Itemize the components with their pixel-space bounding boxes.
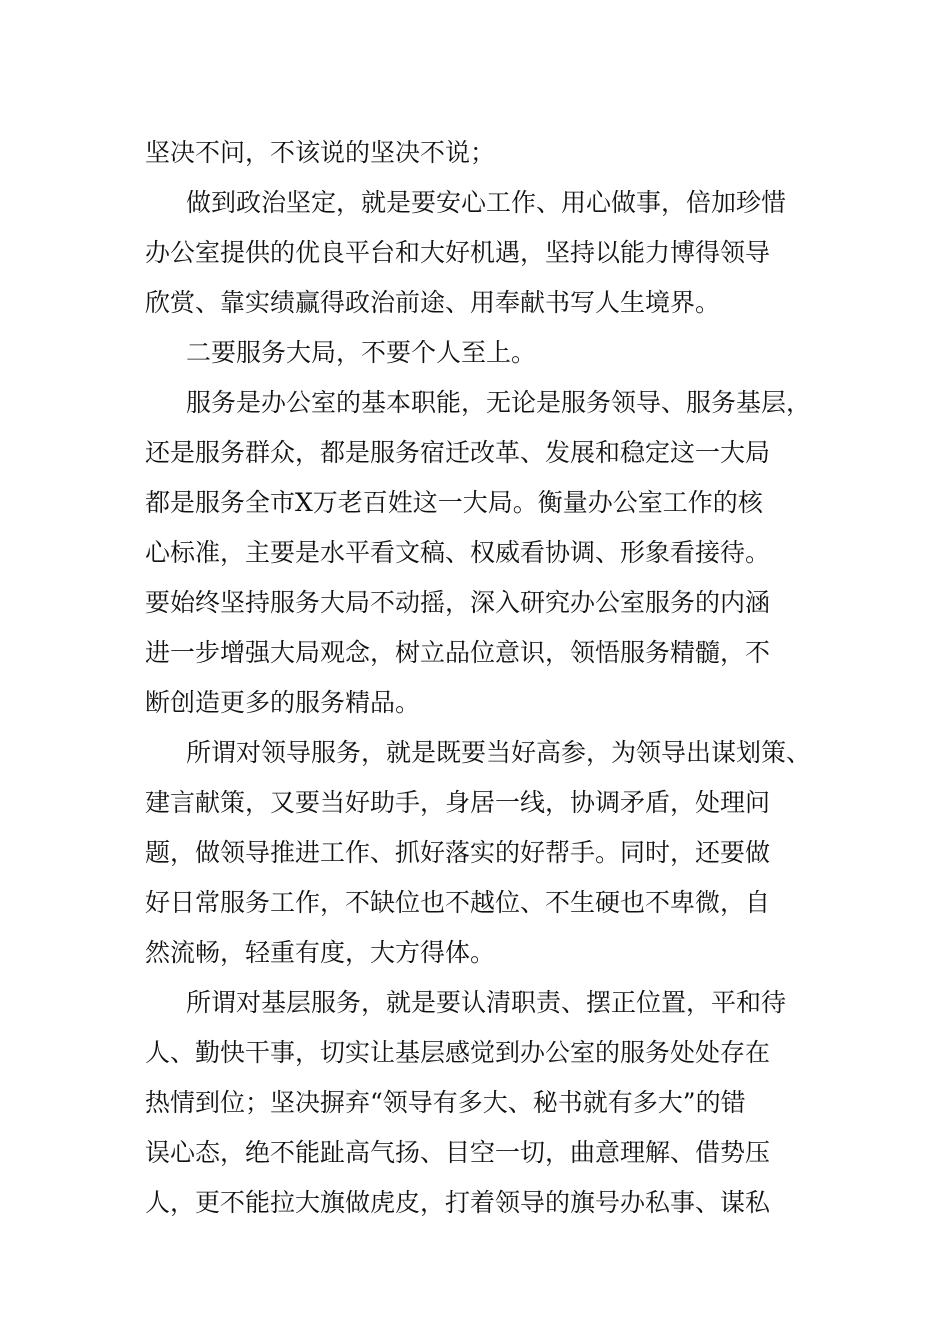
text-line: 建言献策，又要当好助手，身居一线，协调矛盾，处理问 — [145, 788, 771, 817]
document-body — [145, 128, 815, 1228]
text-line: 坚决不问，不该说的坚决不说； — [145, 138, 496, 167]
text-line: 都是服务全市X万老百姓这一大局。衡量办公室工作的核 — [145, 488, 763, 517]
text-line: 进一步增强大局观念，树立品位意识，领悟服务精髓，不 — [145, 638, 771, 667]
text-line: 误心态，绝不能趾高气扬、目空一切，曲意理解、借势压 — [145, 1138, 771, 1167]
text-line: 断创造更多的服务精品。 — [145, 688, 421, 717]
text-line: 所谓对领导服务，就是既要当好高参，为领导出谋划策、 — [186, 738, 812, 767]
text-line: 题，做领导推进工作、抓好落实的好帮手。同时，还要做 — [145, 838, 771, 867]
text-line: 好日常服务工作，不缺位也不越位、不生硬也不卑微，自 — [145, 888, 771, 917]
text-line: 服务是办公室的基本职能，无论是服务领导、服务基层， — [186, 388, 812, 417]
text-line: 然流畅，轻重有度，大方得体。 — [145, 938, 496, 967]
text-line: 欣赏、靠实绩赢得政治前途、用奉献书写人生境界。 — [145, 288, 721, 317]
text-line: 二要服务大局，不要个人至上。 — [186, 338, 537, 367]
text-line: 所谓对基层服务，就是要认清职责、摆正位置，平和待 — [186, 988, 787, 1017]
text-line: 办公室提供的优良平台和大好机遇，坚持以能力博得领导 — [145, 238, 771, 267]
text-line: 要始终坚持服务大局不动摇，深入研究办公室服务的内涵 — [145, 588, 771, 617]
text-line: 还是服务群众，都是服务宿迁改革、发展和稳定这一大局 — [145, 438, 771, 467]
text-line: 人、勤快干事，切实让基层感觉到办公室的服务处处存在 — [145, 1038, 771, 1067]
text-line: 心标准，主要是水平看文稿、权威看协调、形象看接待。 — [145, 538, 771, 567]
text-line: 热情到位；坚决摒弃“领导有多大、秘书就有多大”的错 — [145, 1088, 746, 1117]
text-line: 做到政治坚定，就是要安心工作、用心做事，倍加珍惜 — [186, 188, 787, 217]
text-line: 人，更不能拉大旗做虎皮，打着领导的旗号办私事、谋私 — [145, 1188, 771, 1217]
